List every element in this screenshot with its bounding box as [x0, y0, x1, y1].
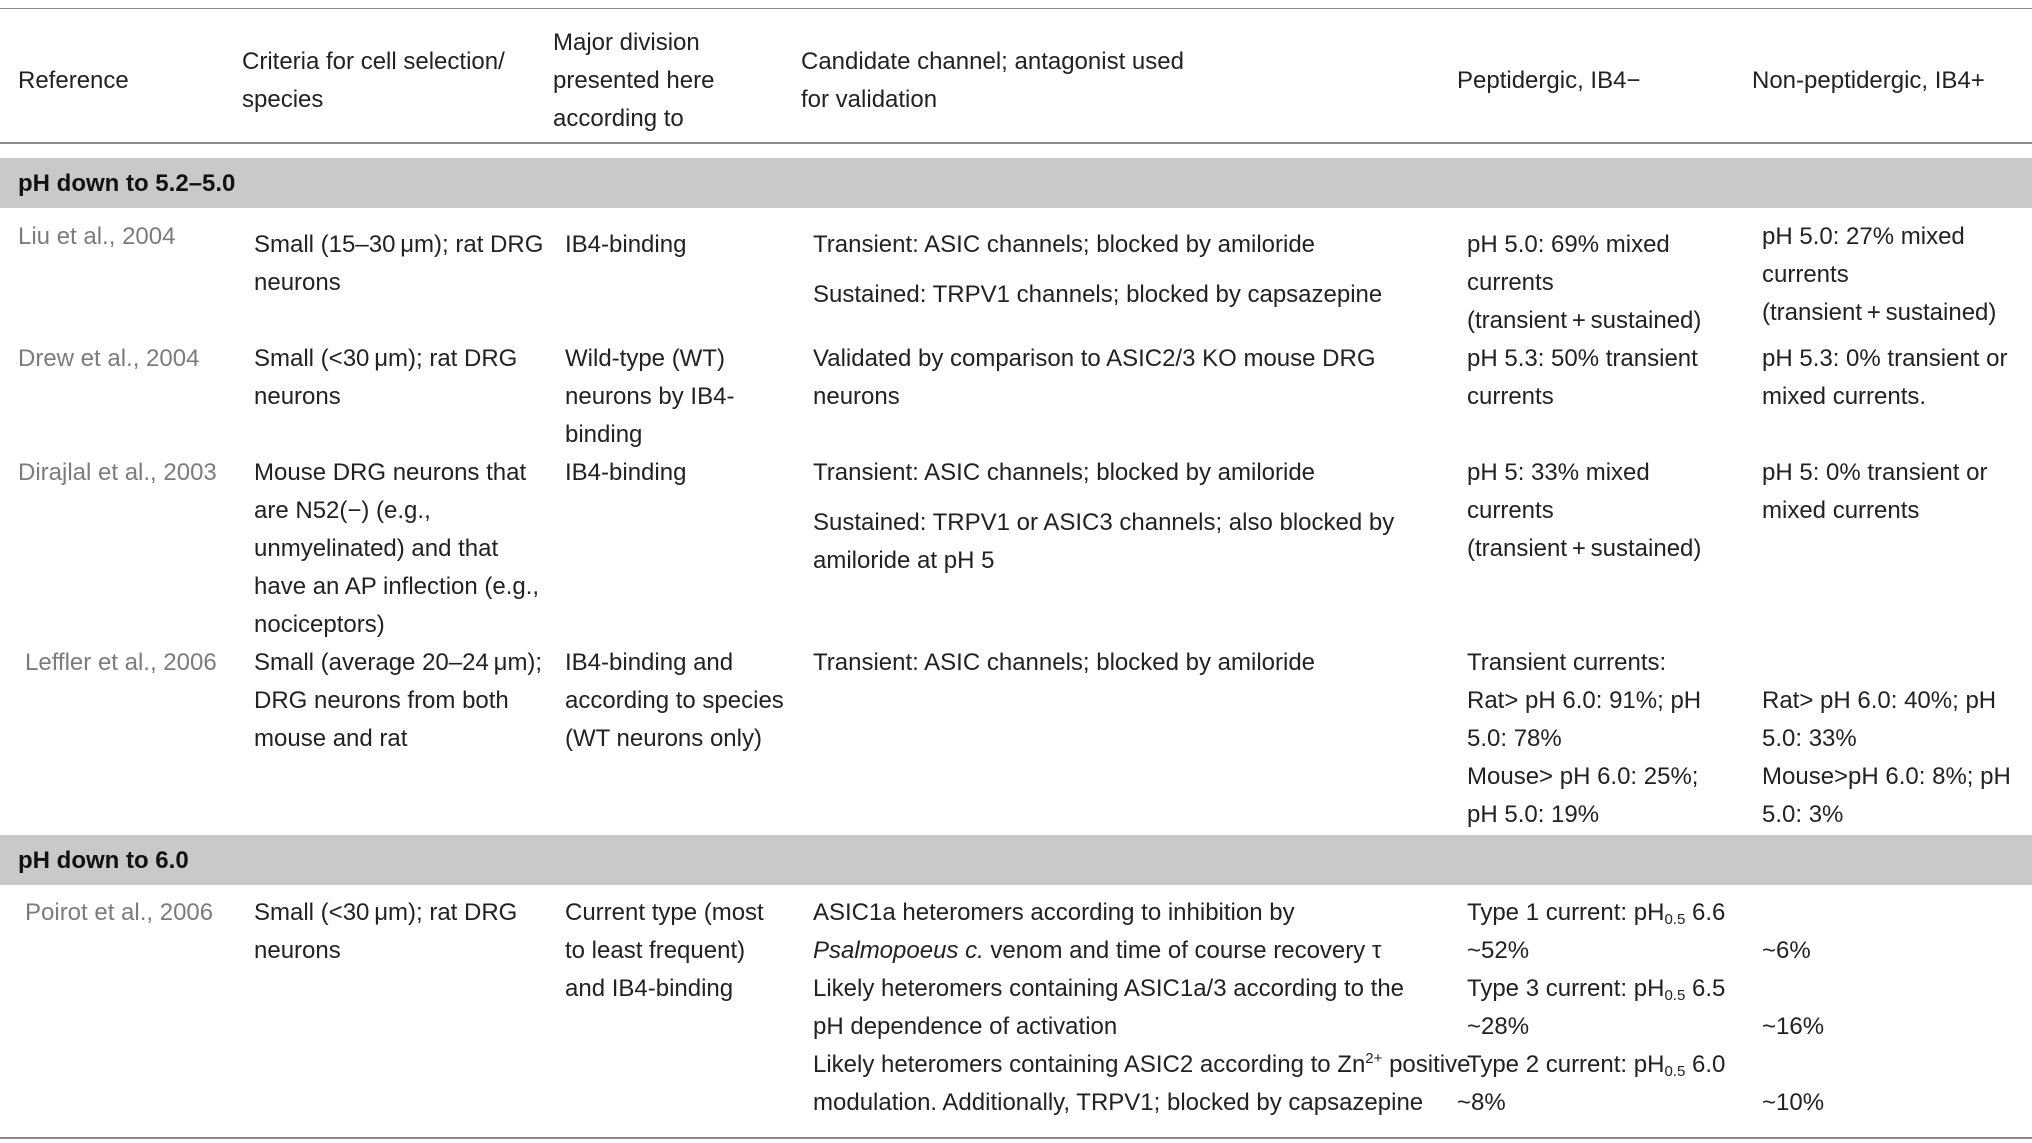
row-channel: [813, 454, 1394, 580]
channel-line: [813, 1046, 1470, 1084]
channel-line: [813, 932, 1470, 970]
peptidergic-line: pH 5.0: 69% mixed: [1467, 231, 1670, 258]
header-nonpeptidergic: [1752, 62, 1985, 100]
criteria-line: are N52(−) (e.g.,: [254, 497, 431, 524]
row-channel: [813, 226, 1382, 314]
division-line: IB4-binding: [565, 231, 687, 258]
header-nonpeptidergic-text: Non-peptidergic, IB4+: [1752, 67, 1985, 94]
row-division: [565, 226, 686, 264]
channel-line: neurons: [813, 383, 900, 410]
channel-line-rest: venom and time of course recovery τ: [983, 937, 1382, 964]
row-peptidergic: [1467, 644, 1701, 834]
row-reference: [18, 340, 199, 378]
channel-line: Transient: ASIC channels; blocked by amiloride: [813, 649, 1316, 676]
channel-line-pre: Likely heteromers containing ASIC2 according to Zn: [813, 1051, 1366, 1078]
nonpeptidergic-line: mixed currents: [1762, 497, 1920, 524]
type-1-pep: [1467, 932, 1529, 970]
type-text: Type 1 current: pH: [1467, 899, 1665, 926]
criteria-line: have an AP inflection (e.g.,: [254, 573, 540, 600]
row-division: [565, 454, 686, 492]
division-line: IB4-binding: [565, 459, 687, 486]
row-peptidergic: [1467, 454, 1701, 568]
type-2-nonpep: [1762, 1084, 1824, 1122]
nonpeptidergic-line: pH 5: 0% transient or: [1762, 459, 1988, 486]
type-nonpep-value: ~16%: [1762, 1013, 1825, 1040]
channel-line: Transient: ASIC channels; blocked by amiloride: [813, 459, 1316, 486]
type-1-label: [1467, 894, 1725, 932]
header-criteria-line: species: [242, 86, 324, 113]
type-sub: 0.5: [1664, 987, 1686, 1004]
header-division: [553, 24, 714, 138]
reference-text: Dirajlal et al., 2003: [18, 459, 217, 486]
type-text: Type 2 current: pH: [1467, 1051, 1665, 1078]
row-peptidergic: [1467, 226, 1701, 340]
division-line: (WT neurons only): [565, 725, 762, 752]
header-reference-text: Reference: [18, 67, 129, 94]
type-text: Type 3 current: pH: [1467, 975, 1665, 1002]
peptidergic-line: Transient currents:: [1467, 649, 1667, 676]
type-1-nonpep: [1762, 932, 1811, 970]
channel-line: ASIC1a heteromers according to inhibition by: [813, 899, 1295, 926]
nonpeptidergic-line: 5.0: 3%: [1762, 801, 1844, 828]
header-rule: [0, 142, 2032, 144]
row-reference: [18, 218, 175, 256]
nonpeptidergic-line: (transient + sustained): [1762, 299, 1997, 326]
type-pep-value: ~8%: [1457, 1089, 1506, 1116]
row-reference: [25, 644, 217, 682]
type-sub: 0.5: [1664, 911, 1686, 928]
channel-line: amiloride at pH 5: [813, 547, 995, 574]
type-pep-value: ~28%: [1467, 1013, 1530, 1040]
nonpeptidergic-line: 5.0: 33%: [1762, 725, 1857, 752]
criteria-line: Small (<30 μm); rat DRG: [254, 345, 518, 372]
peptidergic-line: currents: [1467, 497, 1554, 524]
criteria-line: neurons: [254, 937, 341, 964]
header-channel-line: Candidate channel; antagonist used: [801, 48, 1184, 75]
division-line: neurons by IB4-: [565, 383, 735, 410]
row-channel: [813, 644, 1315, 682]
channel-line: Sustained: TRPV1 or ASIC3 channels; also blocked by: [813, 509, 1395, 536]
top-rule: [0, 8, 2032, 9]
zinc-charge: 2+: [1365, 1050, 1383, 1067]
row-criteria: [254, 226, 543, 302]
reference-text: Poirot et al., 2006: [25, 899, 214, 926]
peptidergic-line: pH 5: 33% mixed: [1467, 459, 1650, 486]
peptidergic-line: (transient + sustained): [1467, 535, 1702, 562]
type-2-pep: [1457, 1084, 1506, 1122]
header-channel-line: for validation: [801, 86, 938, 113]
header-peptidergic-text: Peptidergic, IB4−: [1457, 67, 1641, 94]
channel-line: Likely heteromers containing ASIC1a/3 according to the: [813, 975, 1405, 1002]
nonpeptidergic-line: currents: [1762, 261, 1849, 288]
criteria-line: neurons: [254, 269, 341, 296]
division-line: IB4-binding and: [565, 649, 734, 676]
row-channel: [813, 340, 1376, 416]
type-sub: 0.5: [1664, 1063, 1686, 1080]
header-criteria: [242, 43, 505, 119]
peptidergic-line: currents: [1467, 383, 1554, 410]
peptidergic-line: (transient + sustained): [1467, 307, 1702, 334]
reference-text: Leffler et al., 2006: [25, 649, 217, 676]
species-italic: Psalmopoeus c.: [813, 937, 984, 964]
header-criteria-line: Criteria for cell selection/: [242, 48, 505, 75]
reference-text: Drew et al., 2004: [18, 345, 200, 372]
nonpeptidergic-line: mixed currents.: [1762, 383, 1927, 410]
header-peptidergic: [1457, 62, 1640, 100]
row-division: [565, 894, 764, 1008]
peptidergic-line: currents: [1467, 269, 1554, 296]
row-division: [565, 644, 784, 758]
division-line: according to species: [565, 687, 784, 714]
peptidergic-line: 5.0: 78%: [1467, 725, 1562, 752]
header-division-line: according to: [553, 105, 684, 132]
division-line: to least frequent): [565, 937, 746, 964]
division-line: Wild-type (WT): [565, 345, 725, 372]
type-text: 6.0: [1685, 1051, 1726, 1078]
division-line: Current type (most: [565, 899, 764, 926]
row-nonpeptidergic: [1762, 340, 2007, 416]
division-line: and IB4-binding: [565, 975, 734, 1002]
header-channel: [801, 43, 1184, 119]
header-division-line: Major division: [553, 29, 700, 56]
row-criteria: [254, 454, 539, 644]
header-division-line: presented here: [553, 67, 715, 94]
section-band: [0, 158, 2032, 208]
peptidergic-line: pH 5.0: 19%: [1467, 801, 1600, 828]
row-division: [565, 340, 734, 454]
nonpeptidergic-line: Rat> pH 6.0: 40%; pH: [1762, 687, 1997, 714]
type-nonpep-value: ~10%: [1762, 1089, 1825, 1116]
channel-line-post: positive: [1382, 1051, 1471, 1078]
criteria-line: nociceptors): [254, 611, 385, 638]
type-pep-value: ~52%: [1467, 937, 1530, 964]
row-criteria: [254, 340, 517, 416]
section-title: pH down to 5.2–5.0: [18, 170, 236, 197]
type-3-label: [1467, 970, 1725, 1008]
row-reference: [25, 894, 213, 932]
section-band: [0, 835, 2032, 885]
channel-line: Sustained: TRPV1 channels; blocked by capsazepine: [813, 281, 1383, 308]
bottom-rule: [0, 1137, 2032, 1139]
row-channel: [813, 894, 1470, 1122]
row-nonpeptidergic: [1762, 454, 1987, 530]
criteria-line: Small (15–30 μm); rat DRG: [254, 231, 544, 258]
criteria-line: DRG neurons from both: [254, 687, 509, 714]
row-reference: [18, 454, 217, 492]
nonpeptidergic-line: pH 5.0: 27% mixed: [1762, 223, 1965, 250]
criteria-line: unmyelinated) and that: [254, 535, 499, 562]
nonpeptidergic-line: Mouse>pH 6.0: 8%; pH: [1762, 763, 2011, 790]
row-peptidergic: [1467, 340, 1698, 416]
type-2-label: [1467, 1046, 1725, 1084]
criteria-line: Small (<30 μm); rat DRG: [254, 899, 518, 926]
nonpeptidergic-line: pH 5.3: 0% transient or: [1762, 345, 2008, 372]
reference-text: Liu et al., 2004: [18, 223, 176, 250]
row-criteria: [254, 894, 517, 970]
type-3-pep: [1467, 1008, 1529, 1046]
row-criteria: [254, 644, 542, 758]
criteria-line: Mouse DRG neurons that: [254, 459, 527, 486]
channel-line: pH dependence of activation: [813, 1013, 1118, 1040]
criteria-line: mouse and rat: [254, 725, 408, 752]
channel-line: Transient: ASIC channels; blocked by amiloride: [813, 231, 1316, 258]
row-nonpeptidergic: [1762, 218, 1996, 332]
row-nonpeptidergic: [1762, 682, 2011, 834]
type-3-nonpep: [1762, 1008, 1824, 1046]
type-nonpep-value: ~6%: [1762, 937, 1811, 964]
channel-line: Validated by comparison to ASIC2/3 KO mouse DRG: [813, 345, 1376, 372]
type-text: 6.6: [1685, 899, 1726, 926]
peptidergic-line: Mouse> pH 6.0: 25%;: [1467, 763, 1699, 790]
peptidergic-line: pH 5.3: 50% transient: [1467, 345, 1698, 372]
header-reference: [18, 62, 129, 100]
division-line: binding: [565, 421, 643, 448]
channel-line: modulation. Additionally, TRPV1; blocked by capsazepine: [813, 1089, 1424, 1116]
section-title: pH down to 6.0: [18, 847, 189, 874]
type-text: 6.5: [1685, 975, 1726, 1002]
criteria-line: neurons: [254, 383, 341, 410]
peptidergic-line: Rat> pH 6.0: 91%; pH: [1467, 687, 1702, 714]
criteria-line: Small (average 20–24 μm);: [254, 649, 543, 676]
